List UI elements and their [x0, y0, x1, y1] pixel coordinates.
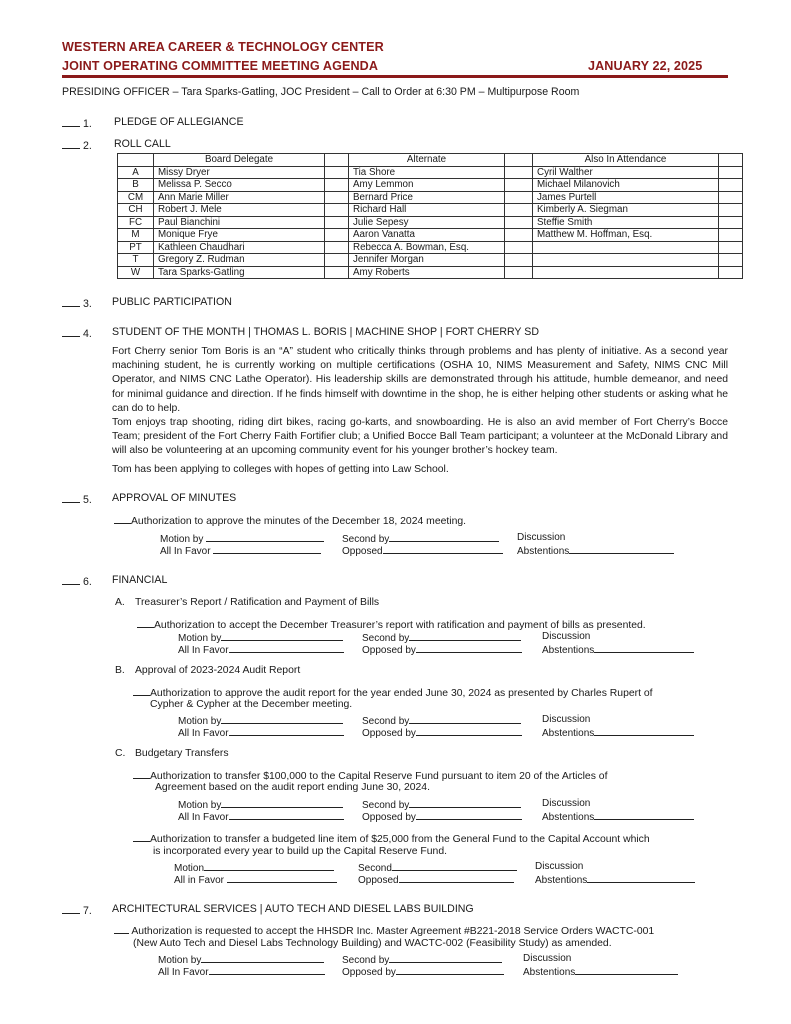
delegate-check[interactable]	[325, 191, 349, 204]
second-by-field[interactable]	[409, 714, 521, 724]
document-title: JOINT OPERATING COMMITTEE MEETING AGENDA	[62, 59, 379, 73]
abstentions-field[interactable]	[575, 965, 678, 975]
all-in-favor-label: All In Favor	[158, 967, 209, 978]
header-also-in-attendance: Also In Attendance	[533, 154, 719, 167]
agenda-item-6	[62, 574, 92, 588]
alternate-check[interactable]	[505, 254, 533, 267]
item-title: APPROVAL OF MINUTES	[112, 492, 237, 504]
student-paragraph-3: Tom has been applying to colleges with hopes of getting into Law School.	[112, 464, 449, 475]
abstentions-label: Abstentions	[517, 546, 570, 557]
motion-by-field[interactable]	[206, 532, 324, 542]
opposed-by-field[interactable]	[416, 810, 522, 820]
all-in-favor-field[interactable]	[227, 873, 337, 883]
student-paragraph-2: Tom enjoys trap shooting, riding dirt bikes, racing go-karts, and snowboarding. He is also an avid member of Fort Cherry’s Bocce Team; president of the Fort Cherry Faith Fortifier club; a Unified Bocce Ball Team participant; a volunteer at the McDonald Library and will also be volunteering at an upcoming community event for his younger brother’s hockey team.	[112, 417, 728, 457]
motion-text-cont: Agreement based on the audit report ending June 30, 2024.	[155, 782, 430, 793]
motion-text: Authorization to accept the December Treasurer’s report with ratification and payment of bills as presented.	[154, 620, 646, 631]
motion-text: Authorization to transfer $100,000 to the Capital Reserve Fund pursuant to item 20 of the Articles of	[150, 771, 608, 782]
checkbox-line[interactable]	[62, 574, 80, 585]
org-name: WESTERN AREA CAREER & TECHNOLOGY CENTER	[62, 40, 384, 54]
abstentions-field[interactable]	[594, 643, 694, 653]
discussion-label: Discussion	[542, 714, 591, 725]
agenda-item-5	[62, 492, 92, 506]
item-title: PUBLIC PARTICIPATION	[112, 296, 232, 308]
attendee	[533, 266, 719, 279]
checkbox-line[interactable]	[133, 831, 150, 842]
abstentions-field[interactable]	[594, 810, 694, 820]
attendee-check[interactable]	[719, 229, 743, 242]
opposed-by-field[interactable]	[416, 726, 522, 736]
all-in-favor-field[interactable]	[213, 544, 321, 554]
motion-text: Authorization is requested to accept the HHSDR Inc. Master Agreement #B221-2018 Service Orders WACTC-001	[131, 926, 655, 937]
opposed-by-field[interactable]	[396, 965, 504, 975]
delegate-check[interactable]	[325, 216, 349, 229]
table-row	[118, 254, 743, 267]
checkbox-line[interactable]	[133, 768, 150, 779]
attendee	[533, 241, 719, 254]
motion-by-label: Motion by	[160, 534, 204, 545]
alternate: Amy Roberts	[349, 266, 505, 279]
delegate-check[interactable]	[325, 241, 349, 254]
motion-text-cont: Cypher & Cypher at the December meeting.	[150, 699, 353, 710]
board-delegate: Tara Sparks-Gatling	[154, 266, 325, 279]
opposed-by-label: Opposed by	[362, 645, 416, 656]
all-in-favor-field[interactable]	[229, 726, 344, 736]
subitem-title: Treasurer’s Report / Ratification and Payment of Bills	[135, 597, 380, 608]
item-number: 2.	[82, 140, 92, 152]
agenda-item-2	[62, 138, 92, 152]
motion-text: Authorization to approve the minutes of the December 18, 2024 meeting.	[131, 516, 467, 527]
table-row	[118, 204, 743, 217]
motion-by-field[interactable]	[201, 953, 324, 963]
district-code: M	[118, 229, 154, 242]
attendee: Michael Milanovich	[533, 179, 719, 192]
abstentions-field[interactable]	[587, 873, 695, 883]
attendee-check[interactable]	[719, 241, 743, 254]
opposed-label: Opposed	[358, 875, 399, 886]
table-row	[118, 179, 743, 192]
motion-by-label: Motion by	[178, 716, 222, 727]
attendee: Cyril Walther	[533, 166, 719, 179]
motion-by-field[interactable]	[221, 631, 343, 641]
alternate: Richard Hall	[349, 204, 505, 217]
district-code: A	[118, 166, 154, 179]
attendee-check[interactable]	[719, 254, 743, 267]
abstentions-label: Abstentions	[542, 728, 595, 739]
meeting-date: JANUARY 22, 2025	[588, 59, 703, 73]
header-cell	[719, 154, 743, 167]
item-number: 4.	[82, 328, 92, 340]
item-title: FINANCIAL	[112, 574, 168, 586]
opposed-label: Opposed	[342, 546, 383, 557]
attendee-check[interactable]	[719, 216, 743, 229]
abstentions-label: Abstentions	[542, 812, 595, 823]
presiding-officer-line: PRESIDING OFFICER – Tara Sparks-Gatling, JOC President – Call to Order at 6:30 PM – Multipurpose Room	[62, 86, 580, 98]
checkbox-line[interactable]	[137, 617, 154, 628]
item-number: 5.	[82, 494, 92, 506]
alternate-check[interactable]	[505, 204, 533, 217]
motion-by-label: Motion by	[178, 633, 222, 644]
checkbox-line[interactable]	[114, 923, 129, 934]
motion-text: Authorization to transfer a budgeted line item of $25,000 from the General Fund to the Capital Account which	[150, 834, 650, 845]
alternate: Aaron Vanatta	[349, 229, 505, 242]
delegate-check[interactable]	[325, 229, 349, 242]
table-row	[118, 266, 743, 279]
alternate-check[interactable]	[505, 229, 533, 242]
all-in-favor-field[interactable]	[229, 810, 344, 820]
second-by-field[interactable]	[389, 953, 502, 963]
roll-call-table	[117, 153, 743, 279]
item-number: 1.	[82, 118, 92, 130]
motion-by-label: Motion by	[158, 955, 202, 966]
alternate-check[interactable]	[505, 179, 533, 192]
second-by-field[interactable]	[409, 798, 521, 808]
subitem-letter: C.	[115, 748, 126, 759]
opposed-by-label: Opposed by	[342, 967, 396, 978]
delegate-check[interactable]	[325, 266, 349, 279]
opposed-by-label: Opposed by	[362, 812, 416, 823]
all-in-favor-label: All In Favor	[178, 645, 229, 656]
alternate: Amy Lemmon	[349, 179, 505, 192]
second-by-label: Second by	[362, 800, 410, 811]
item-title: ARCHITECTURAL SERVICES | AUTO TECH AND DIESEL LABS BUILDING	[112, 903, 474, 915]
second-field[interactable]	[392, 861, 517, 871]
checkbox-line[interactable]	[62, 296, 80, 307]
alternate: Bernard Price	[349, 191, 505, 204]
item-title: ROLL CALL	[114, 138, 171, 150]
all-in-favor-label: All in Favor	[174, 875, 225, 886]
delegate-check[interactable]	[325, 254, 349, 267]
alternate-check[interactable]	[505, 241, 533, 254]
attendee-check[interactable]	[719, 191, 743, 204]
second-by-field[interactable]	[389, 532, 499, 542]
motion-by-field[interactable]	[221, 714, 343, 724]
alternate: Tia Shore	[349, 166, 505, 179]
alternate: Julie Sepesy	[349, 216, 505, 229]
abstentions-field[interactable]	[569, 544, 674, 554]
discussion-label: Discussion	[517, 532, 566, 543]
all-in-favor-label: All In Favor	[160, 546, 211, 557]
attendee: James Purtell	[533, 191, 719, 204]
agenda-item-3	[62, 296, 92, 310]
header-board-delegate: Board Delegate	[154, 154, 325, 167]
agenda-item-4	[62, 326, 92, 340]
item-title: STUDENT OF THE MONTH | THOMAS L. BORIS | MACHINE SHOP | FORT CHERRY SD	[112, 326, 539, 338]
abstentions-label: Abstentions	[535, 875, 588, 886]
agenda-item-1	[62, 116, 92, 130]
motion-text-cont: (New Auto Tech and Diesel Labs Technology Building) and WACTC-002 (Feasibility Study) as amended.	[133, 938, 612, 949]
header-cell	[325, 154, 349, 167]
checkbox-line[interactable]	[62, 903, 80, 914]
district-code: CM	[118, 191, 154, 204]
district-code: B	[118, 179, 154, 192]
table-row	[118, 216, 743, 229]
board-delegate: Kathleen Chaudhari	[154, 241, 325, 254]
discussion-label: Discussion	[523, 953, 572, 964]
table-row	[118, 241, 743, 254]
header-cell	[118, 154, 154, 167]
district-code: T	[118, 254, 154, 267]
alternate-check[interactable]	[505, 166, 533, 179]
second-by-field[interactable]	[409, 631, 521, 641]
delegate-check[interactable]	[325, 166, 349, 179]
attendee-check[interactable]	[719, 179, 743, 192]
subitem-6a	[115, 596, 125, 609]
all-in-favor-field[interactable]	[209, 965, 325, 975]
checkbox-line[interactable]	[133, 685, 150, 696]
second-label: Second	[358, 863, 392, 874]
checkbox-line[interactable]	[62, 116, 80, 127]
board-delegate: Gregory Z. Rudman	[154, 254, 325, 267]
alternate: Rebecca A. Bowman, Esq.	[349, 241, 505, 254]
subitem-6c	[115, 747, 125, 760]
item-number: 3.	[82, 298, 92, 310]
abstentions-label: Abstentions	[542, 645, 595, 656]
alternate-check[interactable]	[505, 191, 533, 204]
table-row	[118, 166, 743, 179]
abstentions-field[interactable]	[594, 726, 694, 736]
checkbox-line[interactable]	[114, 513, 131, 524]
motion-text-cont: is incorporated every year to build up the Capital Reserve Fund.	[153, 846, 447, 857]
motion-by-field[interactable]	[221, 798, 343, 808]
header-cell	[505, 154, 533, 167]
second-by-label: Second by	[342, 534, 390, 545]
all-in-favor-label: All In Favor	[178, 728, 229, 739]
all-in-favor-field[interactable]	[229, 643, 344, 653]
district-code: FC	[118, 216, 154, 229]
subitem-title: Budgetary Transfers	[135, 748, 229, 759]
board-delegate: Monique Frye	[154, 229, 325, 242]
opposed-field[interactable]	[399, 873, 514, 883]
header-alternate: Alternate	[349, 154, 505, 167]
subitem-letter: B.	[115, 665, 125, 676]
all-in-favor-label: All In Favor	[178, 812, 229, 823]
abstentions-label: Abstentions	[523, 967, 576, 978]
table-row	[118, 191, 743, 204]
motion-field[interactable]	[204, 861, 334, 871]
motion-minutes	[114, 513, 466, 528]
board-delegate: Missy Dryer	[154, 166, 325, 179]
second-by-label: Second by	[362, 633, 410, 644]
subitem-letter: A.	[115, 597, 125, 608]
delegate-check[interactable]	[325, 179, 349, 192]
checkbox-line[interactable]	[62, 138, 80, 149]
opposed-by-label: Opposed by	[362, 728, 416, 739]
attendee: Matthew M. Hoffman, Esq.	[533, 229, 719, 242]
district-code: W	[118, 266, 154, 279]
item-number: 6.	[82, 576, 92, 588]
motion-label: Motion	[174, 863, 205, 874]
opposed-field[interactable]	[383, 544, 503, 554]
motion-by-label: Motion by	[178, 800, 222, 811]
board-delegate: Ann Marie Miller	[154, 191, 325, 204]
subitem-title: Approval of 2023-2024 Audit Report	[135, 665, 301, 676]
table-row	[118, 229, 743, 242]
delegate-check[interactable]	[325, 204, 349, 217]
attendee: Steffie Smith	[533, 216, 719, 229]
district-code: PT	[118, 241, 154, 254]
checkbox-line[interactable]	[62, 492, 80, 503]
agenda-item-7	[62, 903, 92, 917]
attendee	[533, 254, 719, 267]
discussion-label: Discussion	[542, 798, 591, 809]
motion-text: Authorization to approve the audit report for the year ended June 30, 2024 as presented by Charles Rupert of	[150, 688, 653, 699]
discussion-label: Discussion	[535, 861, 584, 872]
table-header-row	[118, 154, 743, 167]
header-rule	[62, 75, 728, 78]
alternate-check[interactable]	[505, 216, 533, 229]
alternate-check[interactable]	[505, 266, 533, 279]
checkbox-line[interactable]	[62, 326, 80, 337]
attendee: Kimberly A. Siegman	[533, 204, 719, 217]
discussion-label: Discussion	[542, 631, 591, 642]
board-delegate: Paul Bianchini	[154, 216, 325, 229]
item-title: PLEDGE OF ALLEGIANCE	[114, 116, 244, 128]
district-code: CH	[118, 204, 154, 217]
alternate: Jennifer Morgan	[349, 254, 505, 267]
opposed-by-field[interactable]	[416, 643, 522, 653]
second-by-label: Second by	[362, 716, 410, 727]
attendee-check[interactable]	[719, 266, 743, 279]
student-paragraph-1: Fort Cherry senior Tom Boris is an “A” student who critically thinks through problems and has plenty of initiative. As a second year machining student, he is currently working on multiple certifications (OSHA 10, NIMS Measurement and Safety, NIMS CNC Mill Operator, and NIMS CNC Lathe Operator). His leadership skills are demonstrated through his attitude, humble demeanor, and need for minimal guidance and direction. If he finds himself with downtime in the shop, he is either helping other students or asking what he can do to help.	[112, 346, 728, 414]
board-delegate: Melissa P. Secco	[154, 179, 325, 192]
board-delegate: Robert J. Mele	[154, 204, 325, 217]
second-by-label: Second by	[342, 955, 390, 966]
attendee-check[interactable]	[719, 204, 743, 217]
item-number: 7.	[82, 905, 92, 917]
subitem-6b	[115, 664, 125, 677]
attendee-check[interactable]	[719, 166, 743, 179]
